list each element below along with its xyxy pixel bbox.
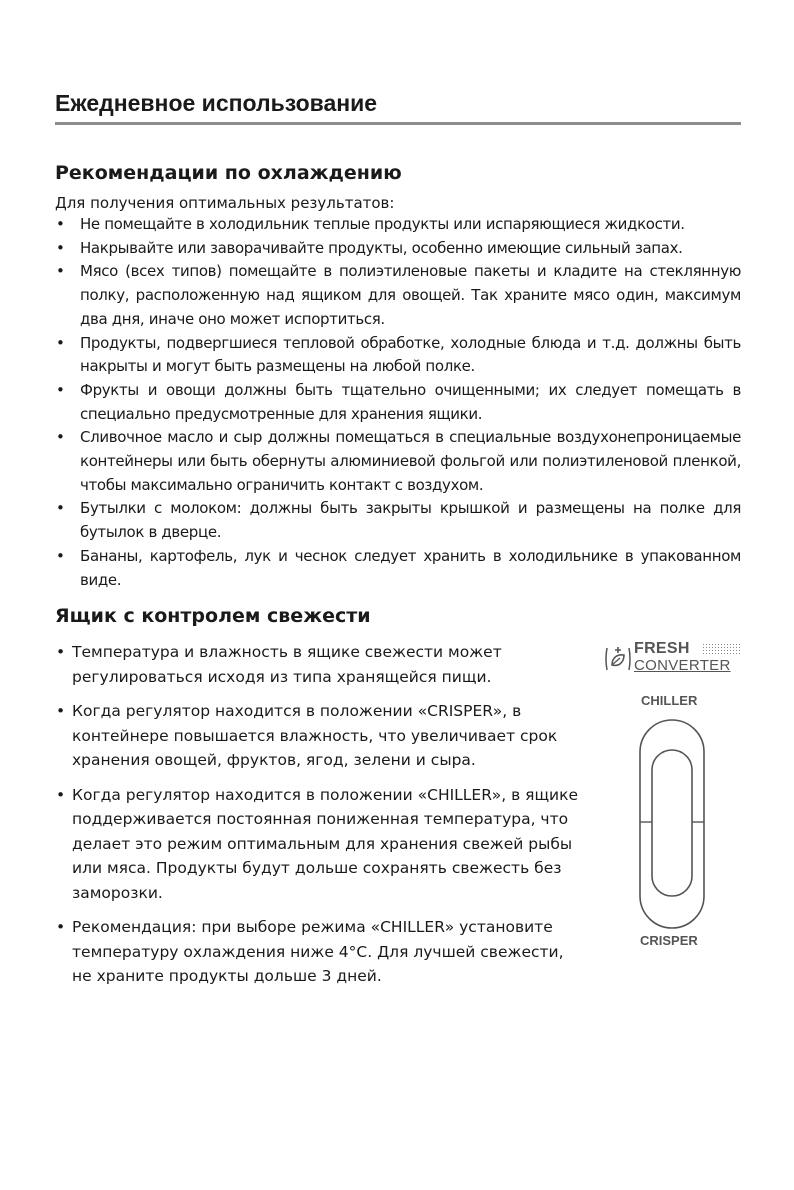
leaf-icon — [604, 642, 632, 676]
list-item: • Продукты, подвергшиеся тепловой обработке, холодные блюда и т.д. должны быть накрыты и могут быть размещены на любой полке. — [55, 332, 741, 379]
page-title: Ежедневное использование — [55, 90, 378, 116]
list-item: • Когда регулятор находится в положении «CHILLER», в ящике поддерживается постоянная пониженная температура, что делает это режим оптимальным для хранения свежей рыбы или мяса. Продукты будут дольше сохранять свежесть без заморозки. — [55, 783, 585, 906]
fresh-converter-slider[interactable] — [632, 718, 712, 930]
list-item: • Рекомендация: при выборе режима «CHILLER» установите температуру охлаждения ниже 4°C. Для лучшей свежести, не храните продукты дольше 3 дней. — [55, 915, 585, 989]
fresh-converter-logo — [604, 640, 744, 680]
section-heading-cooling: Рекомендации по охлаждению — [55, 162, 402, 184]
section-heading-freshness: Ящик с контролем свежести — [55, 605, 371, 627]
list-item: • Накрывайте или заворачивайте продукты, особенно имеющие сильный запах. — [55, 237, 741, 261]
switch-label-chiller: CHILLER — [641, 693, 698, 708]
list-item: • Не помещайте в холодильник теплые продукты или испаряющиеся жидкости. — [55, 213, 741, 237]
logo-line-converter: CONVERTER — [634, 657, 731, 674]
switch-label-crisper: CRISPER — [640, 933, 698, 948]
cooling-tips-list — [55, 213, 741, 592]
logo-dots — [702, 643, 740, 654]
freshness-list — [55, 640, 585, 999]
list-item: • Бутылки с молоком: должны быть закрыты крышкой и размещены на полке для бутылок в дверце. — [55, 497, 741, 544]
section-intro: Для получения оптимальных результатов: — [55, 194, 395, 212]
list-item: • Сливочное масло и сыр должны помещаться в специальные воздухонепроницаемые контейнеры или быть обернуты алюминиевой фольгой или полиэтиленовой пленкой, чтобы максимально ограничить контакт с воздухом. — [55, 426, 741, 497]
list-item: • Бананы, картофель, лук и чеснок следует хранить в холодильнике в упакованном виде. — [55, 545, 741, 592]
logo-line-fresh: FRESH — [634, 640, 690, 657]
list-item: • Фрукты и овощи должны быть тщательно очищенными; их следует помещать в специально предусмотренные для хранения ящики. — [55, 379, 741, 426]
list-item: • Когда регулятор находится в положении «CRISPER», в контейнере повышается влажность, что увеличивает срок хранения овощей, фруктов, ягод, зелени и сыра. — [55, 699, 585, 773]
title-divider — [55, 122, 741, 125]
list-item: • Мясо (всех типов) помещайте в полиэтиленовые пакеты и кладите на стеклянную полку, расположенную над ящиком для овощей. Так храните мясо один, максимум два дня, иначе оно может испортиться. — [55, 260, 741, 331]
slider-knob[interactable] — [652, 750, 692, 896]
list-item: • Температура и влажность в ящике свежести может регулироваться исходя из типа хранящейся пищи. — [55, 640, 585, 689]
